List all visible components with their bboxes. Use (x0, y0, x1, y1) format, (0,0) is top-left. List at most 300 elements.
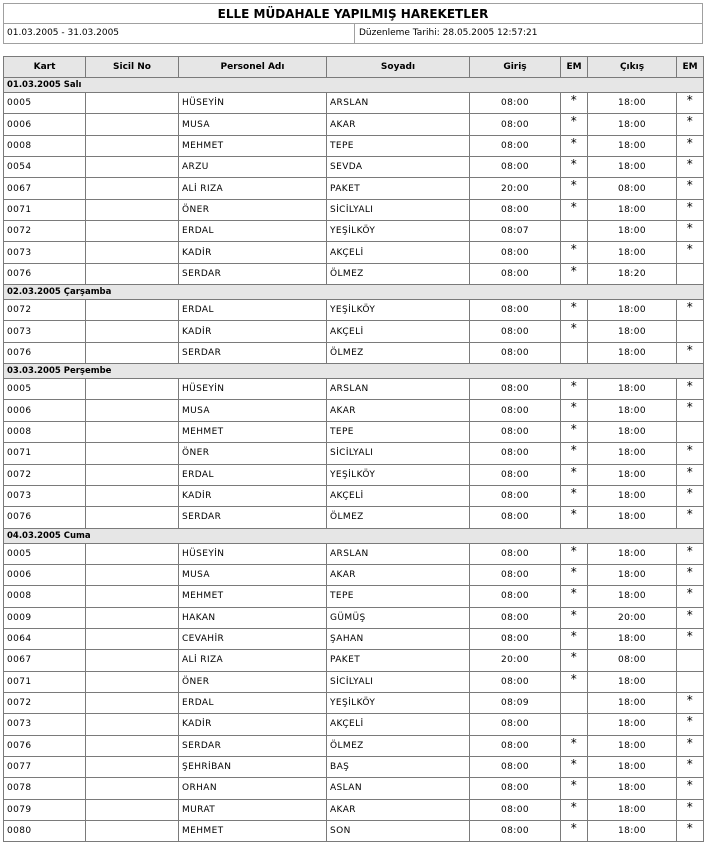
cell-giris: 08:00 (470, 714, 561, 735)
cell-soyadi: PAKET (327, 178, 470, 199)
cell-kart: 0005 (4, 93, 86, 114)
cell-soyadi: SİCİLYALI (327, 671, 470, 692)
cell-cikis: 18:00 (588, 421, 677, 442)
cell-giris: 08:00 (470, 543, 561, 564)
cell-giris: 08:00 (470, 443, 561, 464)
cell-em-giris: * (561, 464, 588, 485)
cell-personel-adi: ALİ RIZA (179, 178, 327, 199)
cell-soyadi: ARSLAN (327, 379, 470, 400)
cell-giris: 08:00 (470, 464, 561, 485)
cell-sicil-no (86, 379, 179, 400)
cell-personel-adi: SERDAR (179, 263, 327, 284)
cell-soyadi: GÜMÜŞ (327, 607, 470, 628)
cell-em-giris (561, 342, 588, 363)
cell-soyadi: SON (327, 821, 470, 842)
cell-em-cikis: * (677, 242, 704, 263)
cell-personel-adi: MEHMET (179, 421, 327, 442)
cell-sicil-no (86, 443, 179, 464)
cell-giris: 08:00 (470, 735, 561, 756)
cell-personel-adi: MUSA (179, 400, 327, 421)
table-row (4, 157, 704, 178)
cell-kart: 0078 (4, 778, 86, 799)
cell-em-giris: * (561, 564, 588, 585)
cell-personel-adi: HÜSEYİN (179, 93, 327, 114)
cell-em-giris: * (561, 650, 588, 671)
cell-cikis: 18:00 (588, 443, 677, 464)
date-group-row (4, 364, 704, 379)
cell-soyadi: YEŞİLKÖY (327, 464, 470, 485)
cell-personel-adi: ALİ RIZA (179, 650, 327, 671)
cell-giris: 08:00 (470, 379, 561, 400)
cell-cikis: 18:00 (588, 714, 677, 735)
cell-giris: 08:00 (470, 93, 561, 114)
cell-giris: 08:00 (470, 628, 561, 649)
cell-em-giris: * (561, 756, 588, 777)
cell-soyadi: ÖLMEZ (327, 342, 470, 363)
cell-sicil-no (86, 421, 179, 442)
cell-em-cikis: * (677, 135, 704, 156)
cell-giris: 08:00 (470, 799, 561, 820)
cell-cikis: 08:00 (588, 650, 677, 671)
cell-kart: 0008 (4, 135, 86, 156)
cell-kart: 0067 (4, 178, 86, 199)
cell-personel-adi: ŞEHRİBAN (179, 756, 327, 777)
cell-em-cikis: * (677, 714, 704, 735)
cell-cikis: 18:00 (588, 321, 677, 342)
cell-kart: 0008 (4, 586, 86, 607)
cell-giris: 08:00 (470, 321, 561, 342)
cell-giris: 08:00 (470, 586, 561, 607)
cell-sicil-no (86, 263, 179, 284)
cell-soyadi: TEPE (327, 421, 470, 442)
cell-sicil-no (86, 199, 179, 220)
cell-sicil-no (86, 178, 179, 199)
cell-personel-adi: HÜSEYİN (179, 379, 327, 400)
cell-cikis: 18:00 (588, 692, 677, 713)
cell-kart: 0080 (4, 821, 86, 842)
report-info-bar (3, 24, 703, 44)
cell-cikis: 18:20 (588, 263, 677, 284)
cell-kart: 0006 (4, 400, 86, 421)
cell-em-giris: * (561, 178, 588, 199)
cell-sicil-no (86, 93, 179, 114)
cell-cikis: 18:00 (588, 586, 677, 607)
cell-giris: 08:00 (470, 821, 561, 842)
cell-sicil-no (86, 485, 179, 506)
cell-kart: 0076 (4, 342, 86, 363)
cell-sicil-no (86, 628, 179, 649)
cell-personel-adi: ERDAL (179, 692, 327, 713)
table-row (4, 342, 704, 363)
info-divider (354, 24, 355, 43)
cell-kart: 0072 (4, 300, 86, 321)
cell-kart: 0067 (4, 650, 86, 671)
table-row (4, 421, 704, 442)
cell-em-cikis: * (677, 114, 704, 135)
cell-sicil-no (86, 114, 179, 135)
cell-kart: 0079 (4, 799, 86, 820)
cell-cikis: 18:00 (588, 400, 677, 421)
cell-giris: 08:00 (470, 114, 561, 135)
cell-soyadi: ŞAHAN (327, 628, 470, 649)
date-group-row (4, 528, 704, 543)
table-row (4, 564, 704, 585)
cell-giris: 08:09 (470, 692, 561, 713)
cell-sicil-no (86, 714, 179, 735)
cell-em-cikis (677, 263, 704, 284)
cell-cikis: 18:00 (588, 821, 677, 842)
cell-personel-adi: ERDAL (179, 464, 327, 485)
table-row (4, 400, 704, 421)
cell-cikis: 18:00 (588, 199, 677, 220)
cell-em-cikis: * (677, 443, 704, 464)
cell-em-giris: * (561, 263, 588, 284)
cell-sicil-no (86, 300, 179, 321)
date-group-row (4, 285, 704, 300)
cell-personel-adi: KADİR (179, 485, 327, 506)
cell-cikis: 18:00 (588, 300, 677, 321)
cell-em-giris: * (561, 93, 588, 114)
cell-sicil-no (86, 342, 179, 363)
cell-soyadi: ARSLAN (327, 93, 470, 114)
cell-em-cikis: * (677, 400, 704, 421)
table-row (4, 586, 704, 607)
cell-personel-adi: ARZU (179, 157, 327, 178)
cell-cikis: 18:00 (588, 735, 677, 756)
cell-em-giris: * (561, 586, 588, 607)
cell-em-giris: * (561, 799, 588, 820)
date-group-row (4, 78, 704, 93)
cell-soyadi: AKÇELİ (327, 714, 470, 735)
table-row (4, 799, 704, 820)
cell-cikis: 18:00 (588, 756, 677, 777)
col-header-personel-adi: Personel Adı (179, 57, 327, 78)
cell-giris: 08:00 (470, 778, 561, 799)
cell-cikis: 08:00 (588, 178, 677, 199)
cell-em-cikis: * (677, 157, 704, 178)
cell-cikis: 18:00 (588, 114, 677, 135)
cell-giris: 08:00 (470, 242, 561, 263)
cell-em-cikis: * (677, 300, 704, 321)
cell-cikis: 18:00 (588, 379, 677, 400)
cell-sicil-no (86, 564, 179, 585)
cell-em-giris: * (561, 379, 588, 400)
cell-kart: 0005 (4, 543, 86, 564)
cell-em-giris: * (561, 300, 588, 321)
cell-sicil-no (86, 242, 179, 263)
cell-em-cikis: * (677, 735, 704, 756)
movements-table (3, 56, 704, 842)
cell-kart: 0054 (4, 157, 86, 178)
cell-em-giris: * (561, 421, 588, 442)
cell-giris: 08:00 (470, 263, 561, 284)
col-header-em-giris: EM (561, 57, 588, 78)
edit-date-value: 28.05.2005 12:57:21 (442, 28, 538, 38)
cell-personel-adi: MUSA (179, 114, 327, 135)
cell-em-cikis: * (677, 628, 704, 649)
cell-personel-adi: ERDAL (179, 221, 327, 242)
cell-kart: 0064 (4, 628, 86, 649)
cell-personel-adi: MURAT (179, 799, 327, 820)
cell-em-cikis: * (677, 607, 704, 628)
cell-personel-adi: SERDAR (179, 507, 327, 528)
cell-cikis: 18:00 (588, 135, 677, 156)
cell-sicil-no (86, 157, 179, 178)
cell-kart: 0073 (4, 485, 86, 506)
cell-soyadi: AKÇELİ (327, 321, 470, 342)
cell-giris: 20:00 (470, 650, 561, 671)
table-row (4, 821, 704, 842)
cell-sicil-no (86, 735, 179, 756)
cell-personel-adi: SERDAR (179, 342, 327, 363)
cell-kart: 0008 (4, 421, 86, 442)
cell-personel-adi: HAKAN (179, 607, 327, 628)
cell-em-cikis: * (677, 379, 704, 400)
cell-kart: 0076 (4, 507, 86, 528)
date-group-label: 01.03.2005 Salı (4, 78, 704, 93)
report-title: ELLE MÜDAHALE YAPILMIŞ HAREKETLER (3, 3, 703, 24)
cell-sicil-no (86, 464, 179, 485)
cell-personel-adi: MEHMET (179, 586, 327, 607)
cell-personel-adi: ORHAN (179, 778, 327, 799)
cell-soyadi: SEVDA (327, 157, 470, 178)
cell-kart: 0071 (4, 443, 86, 464)
cell-em-giris: * (561, 821, 588, 842)
cell-soyadi: PAKET (327, 650, 470, 671)
cell-kart: 0072 (4, 464, 86, 485)
cell-soyadi: AKÇELİ (327, 485, 470, 506)
cell-giris: 08:00 (470, 300, 561, 321)
cell-cikis: 18:00 (588, 564, 677, 585)
table-row (4, 114, 704, 135)
cell-em-cikis (677, 421, 704, 442)
cell-cikis: 18:00 (588, 464, 677, 485)
edit-date (359, 24, 537, 43)
cell-em-giris: * (561, 671, 588, 692)
table-row (4, 199, 704, 220)
table-row (4, 607, 704, 628)
cell-kart: 0009 (4, 607, 86, 628)
cell-cikis: 18:00 (588, 342, 677, 363)
cell-kart: 0077 (4, 756, 86, 777)
cell-em-cikis: * (677, 464, 704, 485)
cell-soyadi: ÖLMEZ (327, 507, 470, 528)
cell-em-cikis: * (677, 342, 704, 363)
cell-em-cikis: * (677, 564, 704, 585)
cell-giris: 08:07 (470, 221, 561, 242)
cell-cikis: 18:00 (588, 671, 677, 692)
table-row (4, 443, 704, 464)
col-header-cikis: Çıkış (588, 57, 677, 78)
cell-cikis: 18:00 (588, 543, 677, 564)
cell-kart: 0006 (4, 564, 86, 585)
cell-em-cikis: * (677, 821, 704, 842)
cell-em-cikis: * (677, 507, 704, 528)
cell-em-giris: * (561, 242, 588, 263)
cell-em-giris: * (561, 321, 588, 342)
cell-kart: 0071 (4, 671, 86, 692)
cell-personel-adi: HÜSEYİN (179, 543, 327, 564)
table-row (4, 485, 704, 506)
table-row (4, 650, 704, 671)
cell-em-cikis (677, 650, 704, 671)
cell-soyadi: TEPE (327, 135, 470, 156)
cell-em-cikis (677, 671, 704, 692)
cell-em-giris: * (561, 114, 588, 135)
cell-soyadi: YEŞİLKÖY (327, 300, 470, 321)
table-row (4, 221, 704, 242)
cell-sicil-no (86, 692, 179, 713)
date-group-label: 03.03.2005 Perşembe (4, 364, 704, 379)
cell-personel-adi: ERDAL (179, 300, 327, 321)
cell-em-giris: * (561, 485, 588, 506)
cell-personel-adi: CEVAHİR (179, 628, 327, 649)
cell-soyadi: ÖLMEZ (327, 735, 470, 756)
table-header-row (4, 57, 704, 78)
cell-sicil-no (86, 135, 179, 156)
table-row (4, 93, 704, 114)
cell-personel-adi: SERDAR (179, 735, 327, 756)
cell-em-giris: * (561, 607, 588, 628)
cell-cikis: 18:00 (588, 242, 677, 263)
cell-giris: 08:00 (470, 607, 561, 628)
cell-personel-adi: MEHMET (179, 135, 327, 156)
cell-sicil-no (86, 607, 179, 628)
cell-giris: 08:00 (470, 342, 561, 363)
cell-em-cikis: * (677, 221, 704, 242)
table-row (4, 671, 704, 692)
cell-em-giris: * (561, 400, 588, 421)
cell-soyadi: SİCİLYALI (327, 199, 470, 220)
cell-giris: 08:00 (470, 400, 561, 421)
table-row (4, 263, 704, 284)
table-row (4, 178, 704, 199)
table-row (4, 300, 704, 321)
cell-sicil-no (86, 543, 179, 564)
cell-sicil-no (86, 778, 179, 799)
cell-em-cikis: * (677, 756, 704, 777)
date-range: 01.03.2005 - 31.03.2005 (7, 28, 120, 38)
table-row (4, 735, 704, 756)
cell-soyadi: AKAR (327, 564, 470, 585)
cell-sicil-no (86, 821, 179, 842)
cell-giris: 20:00 (470, 178, 561, 199)
cell-soyadi: SİCİLYALI (327, 443, 470, 464)
table-row (4, 242, 704, 263)
cell-sicil-no (86, 400, 179, 421)
cell-soyadi: AKAR (327, 799, 470, 820)
cell-em-giris: * (561, 199, 588, 220)
cell-personel-adi: KADİR (179, 714, 327, 735)
cell-personel-adi: ÖNER (179, 199, 327, 220)
cell-giris: 08:00 (470, 421, 561, 442)
table-body (4, 78, 704, 842)
cell-personel-adi: MUSA (179, 564, 327, 585)
cell-em-giris: * (561, 543, 588, 564)
table-row (4, 543, 704, 564)
cell-kart: 0076 (4, 263, 86, 284)
col-header-kart: Kart (4, 57, 86, 78)
cell-em-giris (561, 692, 588, 713)
cell-kart: 0073 (4, 321, 86, 342)
cell-em-cikis: * (677, 799, 704, 820)
col-header-em-cikis: EM (677, 57, 704, 78)
table-row (4, 778, 704, 799)
cell-cikis: 18:00 (588, 507, 677, 528)
cell-soyadi: YEŞİLKÖY (327, 692, 470, 713)
cell-em-giris: * (561, 778, 588, 799)
cell-em-giris: * (561, 135, 588, 156)
cell-em-cikis: * (677, 543, 704, 564)
col-header-sicil-no: Sicil No (86, 57, 179, 78)
cell-sicil-no (86, 671, 179, 692)
cell-sicil-no (86, 756, 179, 777)
cell-kart: 0073 (4, 714, 86, 735)
cell-em-cikis (677, 321, 704, 342)
cell-soyadi: AKÇELİ (327, 242, 470, 263)
cell-em-cikis: * (677, 586, 704, 607)
table-row (4, 714, 704, 735)
cell-kart: 0072 (4, 692, 86, 713)
col-header-soyadi: Soyadı (327, 57, 470, 78)
cell-giris: 08:00 (470, 135, 561, 156)
cell-soyadi: ARSLAN (327, 543, 470, 564)
cell-em-giris: * (561, 507, 588, 528)
cell-cikis: 18:00 (588, 157, 677, 178)
cell-em-giris (561, 714, 588, 735)
cell-cikis: 18:00 (588, 485, 677, 506)
cell-personel-adi: MEHMET (179, 821, 327, 842)
cell-kart: 0071 (4, 199, 86, 220)
cell-em-cikis: * (677, 778, 704, 799)
cell-giris: 08:00 (470, 157, 561, 178)
cell-em-cikis: * (677, 199, 704, 220)
cell-soyadi: YEŞİLKÖY (327, 221, 470, 242)
cell-sicil-no (86, 650, 179, 671)
cell-em-giris: * (561, 157, 588, 178)
cell-cikis: 18:00 (588, 778, 677, 799)
cell-soyadi: AKAR (327, 400, 470, 421)
cell-em-giris: * (561, 628, 588, 649)
cell-em-giris: * (561, 443, 588, 464)
cell-kart: 0005 (4, 379, 86, 400)
cell-giris: 08:00 (470, 199, 561, 220)
cell-cikis: 18:00 (588, 628, 677, 649)
date-group-label: 04.03.2005 Cuma (4, 528, 704, 543)
cell-giris: 08:00 (470, 756, 561, 777)
table-row (4, 756, 704, 777)
cell-cikis: 18:00 (588, 799, 677, 820)
cell-kart: 0072 (4, 221, 86, 242)
cell-em-cikis: * (677, 485, 704, 506)
cell-soyadi: AKAR (327, 114, 470, 135)
cell-kart: 0006 (4, 114, 86, 135)
cell-sicil-no (86, 586, 179, 607)
cell-giris: 08:00 (470, 507, 561, 528)
cell-giris: 08:00 (470, 485, 561, 506)
cell-cikis: 20:00 (588, 607, 677, 628)
edit-date-label: Düzenleme Tarihi: (359, 28, 440, 38)
table-row (4, 464, 704, 485)
cell-soyadi: TEPE (327, 586, 470, 607)
cell-personel-adi: KADİR (179, 242, 327, 263)
cell-cikis: 18:00 (588, 93, 677, 114)
cell-sicil-no (86, 507, 179, 528)
table-row (4, 692, 704, 713)
cell-personel-adi: ÖNER (179, 443, 327, 464)
cell-giris: 08:00 (470, 671, 561, 692)
cell-kart: 0073 (4, 242, 86, 263)
